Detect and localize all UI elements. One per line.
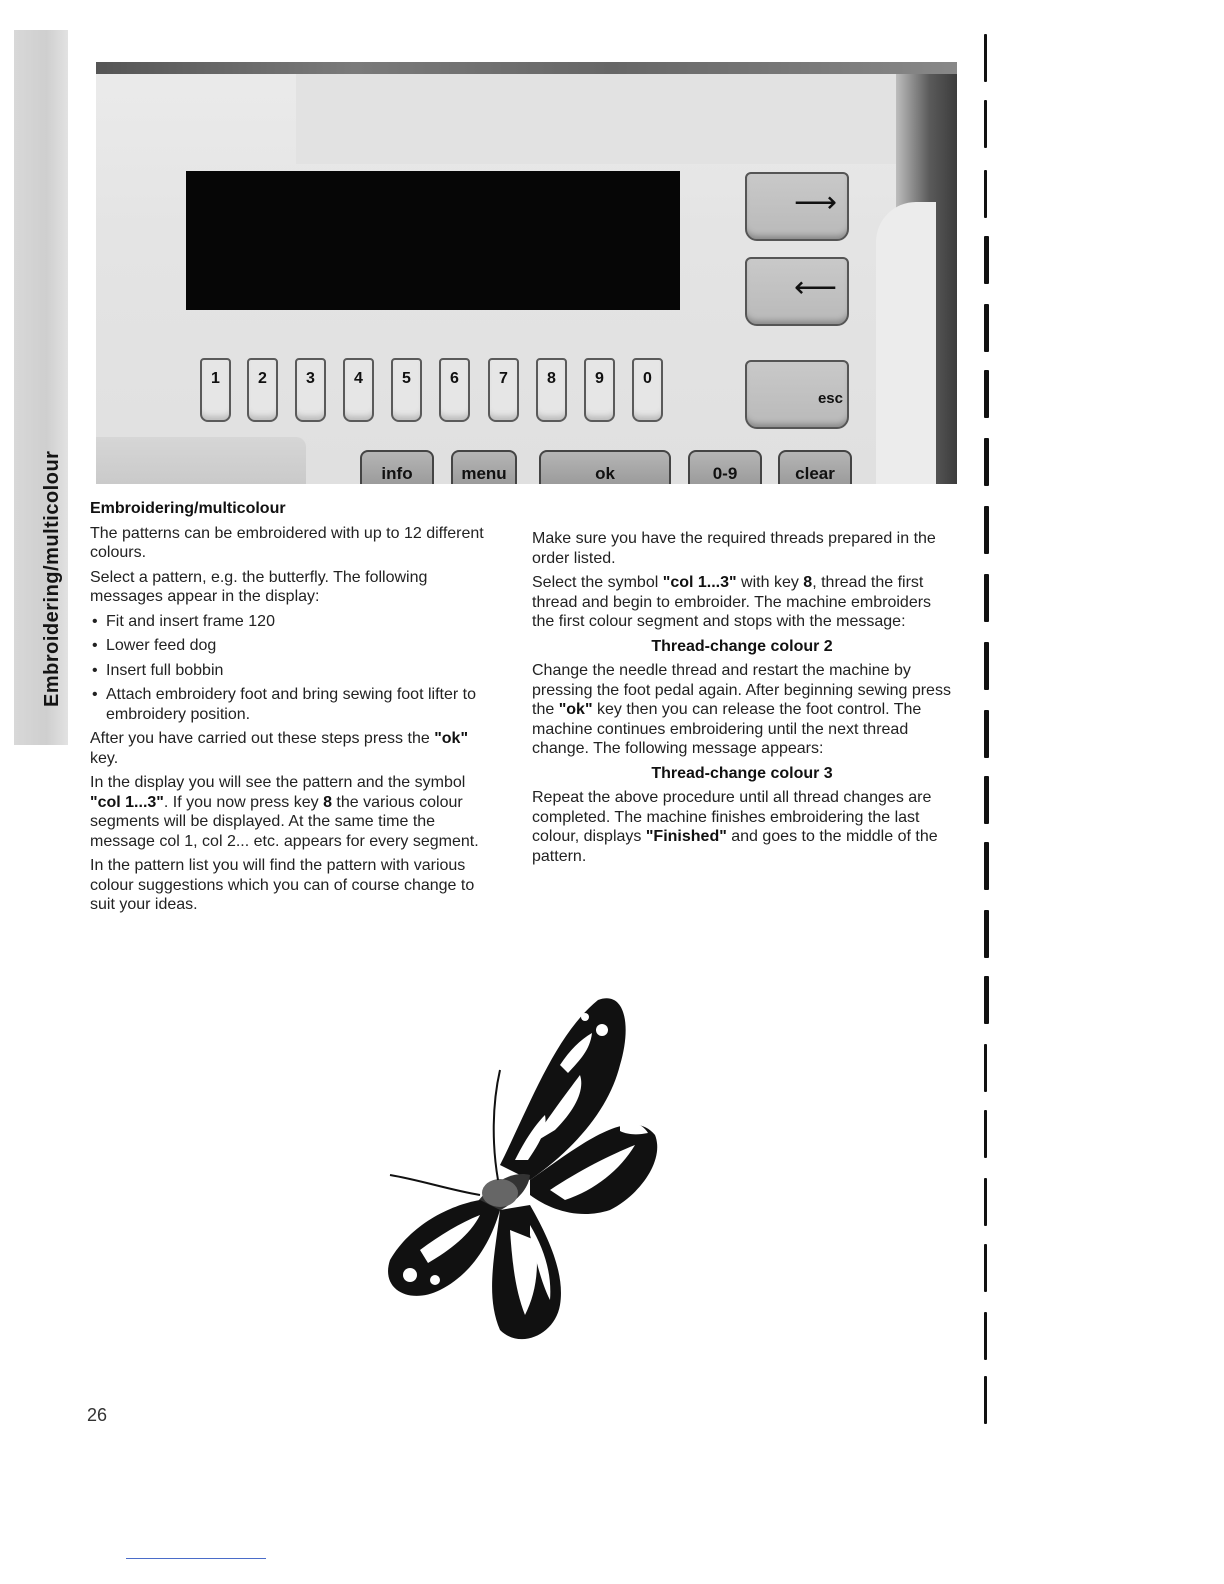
number-key-7[interactable]: 7 (488, 358, 519, 422)
binding-mark (984, 1376, 987, 1424)
number-key-4[interactable]: 4 (343, 358, 374, 422)
display-paragraph: In the display you will see the pattern and the symbol "col 1...3". If you now press key 8 the various colour segments will be displayed. At the same time the message col 1, col 2... etc. appears for every segment. (90, 774, 479, 850)
binding-mark (984, 1044, 987, 1092)
number-key-6[interactable]: 6 (439, 358, 470, 422)
ok-key-paragraph: After you have carried out these steps press the "ok" key. (90, 730, 469, 767)
list-item: • Attach embroidery foot and bring sewing foot lifter to embroidery position. (90, 685, 490, 724)
list-item: • Lower feed dog (90, 636, 490, 656)
binding-mark (984, 100, 987, 148)
threads-paragraph: Make sure you have the required threads prepared in the order listed. (532, 530, 936, 567)
list-item: • Fit and insert frame 120 (90, 612, 490, 632)
binding-mark (984, 776, 989, 824)
binding-marks (984, 34, 996, 1424)
binding-mark (984, 370, 989, 418)
number-key-2[interactable]: 2 (247, 358, 278, 422)
binding-mark (984, 1244, 987, 1292)
thread-change-message-2: Thread-change colour 2 (651, 637, 833, 655)
number-key-5[interactable]: 5 (391, 358, 422, 422)
side-tab-label: Embroidering/multicolour (41, 450, 63, 707)
change-thread-paragraph: Change the needle thread and restart the machine by pressing the foot pedal again. After beginning sewing press the "ok" key then you can release the foot control. The machine continues embroidering until the next thread change. The following message appears: (532, 662, 951, 757)
ok-key[interactable]: ok (539, 450, 671, 484)
repeat-paragraph: Repeat the above procedure until all thread changes are completed. The machine finishes embroidering the last colour, displays "Finished" and goes to the middle of the pattern. (532, 789, 938, 865)
thread-change-message-3: Thread-change colour 3 (651, 764, 833, 782)
panel-curve (296, 74, 957, 164)
binding-mark (984, 574, 989, 622)
left-arrow-icon: ⟵ (793, 271, 837, 304)
binding-mark (984, 1178, 987, 1226)
clear-key[interactable]: clear (778, 450, 852, 484)
menu-key[interactable]: menu (451, 450, 517, 484)
page-number: 26 (87, 1405, 108, 1425)
number-mode-key[interactable]: 0-9 (688, 450, 762, 484)
number-key-8[interactable]: 8 (536, 358, 567, 422)
footer-line (126, 1558, 266, 1559)
number-key-1[interactable]: 1 (200, 358, 231, 422)
intro-paragraph: The patterns can be embroidered with up to 12 different colours. (90, 524, 484, 561)
binding-mark (984, 304, 989, 352)
info-key[interactable]: info (360, 450, 434, 484)
binding-mark (984, 842, 989, 890)
binding-mark (984, 1110, 987, 1158)
binding-mark (984, 642, 989, 690)
back-arrow-key[interactable] (745, 257, 849, 326)
number-key-0[interactable]: 0 (632, 358, 663, 422)
binding-mark (984, 438, 989, 486)
left-text-column (90, 499, 490, 920)
binding-mark (984, 976, 989, 1024)
esc-key[interactable]: esc (745, 360, 849, 429)
binding-mark (984, 910, 989, 958)
binding-mark (984, 506, 989, 554)
select-symbol-paragraph: Select the symbol "col 1...3" with key 8, thread the first thread and begin to embroider. The machine embroiders the first colour segment and stops with the message: (532, 574, 932, 630)
message-list (90, 612, 490, 725)
binding-mark (984, 1312, 987, 1360)
number-key-9[interactable]: 9 (584, 358, 615, 422)
binding-mark (984, 34, 987, 82)
panel-right-housing (876, 202, 936, 484)
pattern-list-paragraph: In the pattern list you will find the pattern with various colour suggestions which you can of course change to suit your ideas. (90, 857, 475, 913)
right-text-column (532, 529, 952, 871)
butterfly-illustration (380, 995, 660, 1345)
binding-mark (984, 170, 987, 218)
control-panel-photo (96, 62, 957, 484)
binding-mark (984, 710, 989, 758)
panel-top-strip (96, 62, 957, 74)
select-pattern-paragraph: Select a pattern, e.g. the butterfly. The following messages appear in the display: (90, 568, 428, 605)
binding-mark (984, 236, 989, 284)
list-item: • Insert full bobbin (90, 661, 490, 681)
section-heading: Embroidering/multicolour (90, 500, 286, 517)
forward-arrow-key[interactable] (745, 172, 849, 241)
number-key-3[interactable]: 3 (295, 358, 326, 422)
panel-bottom-left-housing (96, 437, 306, 484)
machine-display (186, 171, 680, 310)
right-arrow-icon: ⟶ (793, 186, 837, 219)
